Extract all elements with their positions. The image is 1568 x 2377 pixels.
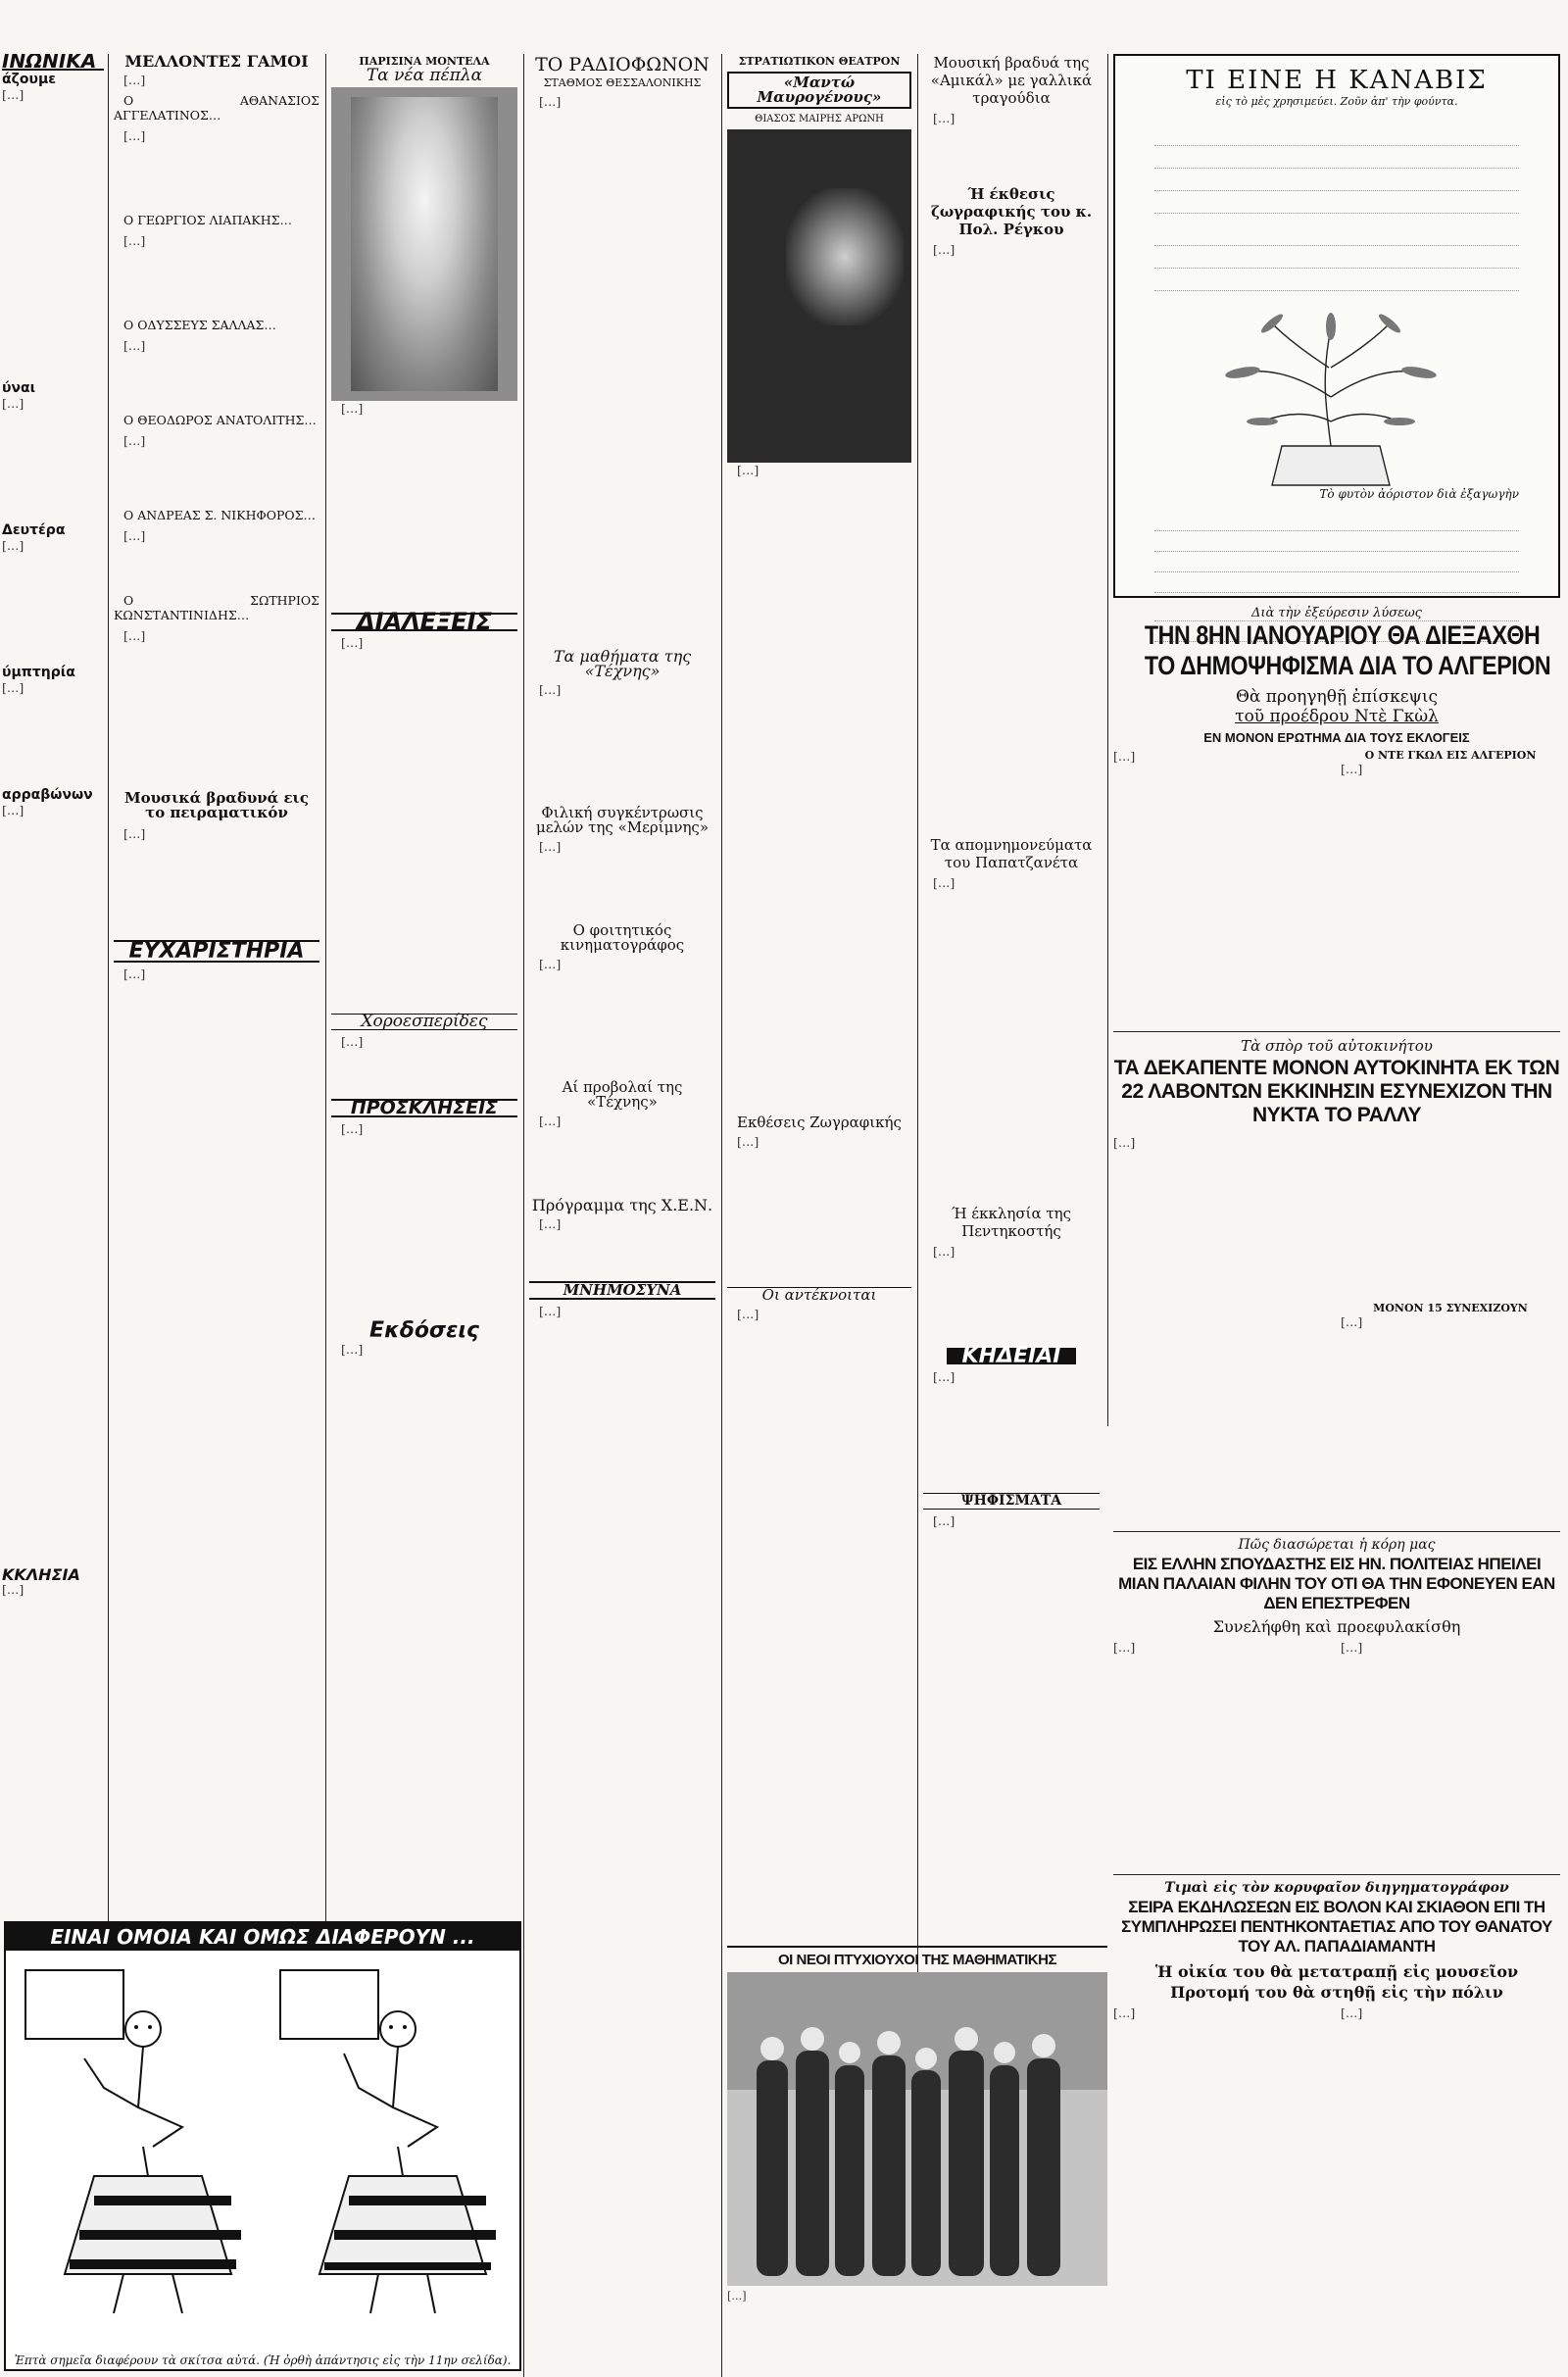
screenings-headline: Αί προβολαί της «Τέχνης»	[562, 1078, 683, 1111]
algeria-article: Διὰ τὴν ἐξεύρεσιν λύσεως ΤΗΝ 8ΗΝ ΙΑΝΟΥΑΡΙΟΥ ΘΑ ΔΙΕΞΑΧΘΗ ΤΟ ΔΗΜΟΨΗΦΙΣΜΑ ΔΙΑ ΤΟ ΑΛΓΕΡΙΟΝ Θὰ προηγηθῇ ἐπίσκεψις τοῦ προέδρου Ντὲ Γκὼλ ΕΝ ΜΟΝΟΝ ΕΡΩΤΗΜΑ ΔΙΑ ΤΟΥΣ ΕΚΛΟΓΕΙΣ […] Ο ΝΤΕ ΓΚΩΛ ΕΙΣ ΑΛΓΕΡΙΟΝ […]	[1113, 606, 1560, 1027]
papadiamantis-deck-2: Προτομή του θὰ στηθῇ εἰς τὴν πόλιν	[1170, 1983, 1503, 2002]
theatre-column: ΣΤΡΑΤΙΩΤΙΚΟΝ ΘΕΑΤΡΟΝ «Μαντώ Μαυρογένους» ΘΙΑΣΟΣ ΜΑΙΡΗΣ ΑΡΩΝΗ […] Εκθέσεις Ζωγραφικής […] Οι αντέκνοιται […]	[727, 54, 911, 2005]
graduates-feature	[727, 1946, 1107, 2369]
algeria-headline-2: ΤΟ ΔΗΜΟΨΗΦΙΣΜΑ ΔΙΑ ΤΟ ΑΛΓΕΡΙΟΝ	[1144, 651, 1551, 680]
music-column: Μουσική βραδυά της «Αμικάλ» με γαλλικά τραγούδια […] Ή έκθεσις ζωγραφικής του κ. Πολ. Ρέγκου […] Τα απομνημονεύματα του Παπατζανέτα […] Ή έκκλησία της Πεντηκοστής […] ΚΗΔΕΙΑΙ […] ΨΗΦΙΣΜΑΤΑ […]	[923, 54, 1100, 2005]
wedding-entry: Ο ΑΝΔΡΕΑΣ Σ. ΝΙΚΗΦΟΡΟΣ…	[123, 508, 316, 522]
algeria-deck-3: ΕΝ ΜΟΝΟΝ ΕΡΩΤΗΜΑ ΔΙΑ ΤΟΥΣ ΕΚΛΟΓΕΙΣ	[1203, 730, 1470, 745]
xen-program-headline: Πρόγραμμα της Χ.Ε.Ν.	[531, 1196, 713, 1214]
cannabis-verse-1	[1125, 124, 1548, 291]
left-text-4: […]	[2, 680, 24, 695]
lectures-section-title: ΔΙΑΛΕΞΕΙΣ	[331, 613, 517, 631]
student-cinema-headline: Ο φοιτητικός κινηματογράφος	[560, 921, 685, 954]
dances-section-title: Χοροεσπερίδες	[331, 1014, 517, 1030]
weddings-intro: […]	[123, 73, 146, 87]
student-kicker: Πῶς διασώρεται ἡ κόρη μας	[1238, 1537, 1436, 1553]
cartoon-title: ΕΙΝΑΙ ΟΜΟΙΑ ΚΑΙ ΟΜΩΣ ΔΙΑΦΕΡΟΥΝ ...	[6, 1923, 519, 1951]
cannabis-box	[1113, 54, 1560, 598]
pentecost-church-headline: Ή έκκλησία της Πεντηκοστής	[951, 1205, 1072, 1240]
graduates-title: ΟΙ ΝΕΟΙ ΠΤΥΧΙΟΥΧΟΙ ΤΗΣ ΜΑΘΗΜΑΤΙΚΗΣ	[778, 1952, 1056, 1968]
radio-station: ΣΤΑΘΜΟΣ ΘΕΣΣΑΛΟΝΙΚΗΣ	[543, 76, 702, 89]
papadiamantis-deck-1: Ἡ οἰκία του θὰ μετατραπῇ εἰς μουσεῖον	[1154, 1962, 1519, 1981]
graduates-photo-figures	[727, 1972, 1107, 2286]
weddings-music-headline: Μουσικά βραδυνά εις το πειραματικόν	[124, 789, 309, 821]
left-text-2: […]	[2, 396, 24, 411]
left-edge-banner: ΙΝΩΝΙΚΑ	[2, 54, 104, 71]
art-lessons-headline: Τα μαθήματα της «Τέχνης»	[553, 647, 692, 680]
algeria-deck-2: τοῦ προέδρου Ντὲ Γκὼλ	[1235, 707, 1439, 726]
actress-photo	[727, 129, 911, 463]
rally-kicker: Τὰ σπὸρ τοῦ αὐτοκινήτου	[1241, 1037, 1433, 1055]
publications-section-title: Εκδόσεις	[369, 1318, 479, 1343]
regkou-exhibition-headline: Ή έκθεσις ζωγραφικής του κ. Πολ. Ρέγκου	[930, 185, 1093, 238]
graduates-photo	[727, 1972, 1107, 2286]
memoirs-headline: Τα απομνημονεύματα του Παπατζανέτα	[930, 836, 1093, 871]
left-text-5: […]	[2, 803, 24, 817]
thanks-section-title: ΕΥΧΑΡΙΣΤΗΡΙΑ	[114, 940, 319, 963]
left-section-4: ύμπτηρία	[2, 665, 75, 680]
papadiamantis-kicker: Τιμαὶ εἰς τὸν κορυφαῖον διηγηματογράφον	[1164, 1880, 1509, 1896]
wedding-entry: Ο ΘΕΟΔΩΡΟΣ ΑΝΑΤΟΛΙΤΗΣ…	[123, 413, 317, 427]
left-section-5: αρραβώνων	[2, 787, 93, 803]
papadiamantis-headline: ΣΕΙΡΑ ΕΚΔΗΛΩΣΕΩΝ ΕΙΣ ΒΟΛΟΝ ΚΑΙ ΣΚΙΑΘΟΝ ΕΠΙ ΤΗ ΣΥΜΠΛΗΡΩΣΕΙ ΠΕΝΤΗΚΟΝΤΑΕΤΙΑΣ ΑΠΟ ΤΟΥ ΘΑΝΑΤΟΥ ΤΟΥ ΑΛ. ΠΑΠΑΔΙΑΜΑΝΤΗ	[1121, 1898, 1552, 1956]
models-kicker: ΠΑΡΙΣΙΝΑ ΜΟΝΤΕΛΑ	[359, 55, 490, 68]
cartoon-panel-left	[6, 1951, 261, 2323]
cannabis-plant-caption: Τὸ φυτὸν ἀόριστον διὰ ἐξαγωγὴν	[1319, 487, 1519, 501]
theatre-kicker: ΣΤΡΑΤΙΩΤΙΚΟΝ ΘΕΑΤΡΟΝ	[738, 55, 901, 68]
algeria-deck-1: Θὰ προηγηθῇ ἐπίσκεψις	[1235, 687, 1439, 707]
cannabis-box-title: ΤΙ ΕΙΝΕ Η ΚΑΝΑΒΙΣ	[1186, 66, 1488, 95]
music-headline: Μουσική βραδυά της «Αμικάλ» με γαλλικά τραγούδια	[930, 54, 1093, 107]
models-title: Τα νέα πέπλα	[366, 66, 483, 85]
cartoon-panel-right	[261, 1951, 515, 2323]
student-headline: ΕΙΣ ΕΛΛΗΝ ΣΠΟΥΔΑΣΤΗΣ ΕΙΣ ΗΝ. ΠΟΛΙΤΕΙΑΣ ΗΠΕΙΛΕΙ ΜΙΑΝ ΠΑΛΑΙΑΝ ΦΙΛΗΝ ΤΟΥ ΟΤΙ ΘΑ ΤΗΝ ΕΦΟΝΕΥΕΝ ΕΑΝ ΔΕΝ ΕΠΕΣΤΡΕΦΕΝ	[1118, 1555, 1555, 1612]
funerals-section-title: ΚΗΔΕΙΑΙ	[947, 1348, 1077, 1364]
veil-model-photo	[331, 87, 517, 401]
invitations-section-title: ΠΡΟΣΚΛΗΣΕΙΣ	[331, 1099, 517, 1117]
models-column: ΠΑΡΙΣΙΝΑ ΜΟΝΤΕΛΑ Τα νέα πέπλα […] ΔΙΑΛΕΞΕΙΣ […] Χοροεσπερίδες […] ΠΡΟΣΚΛΗΣΕΙΣ […] Εκδόσεις […]	[331, 54, 517, 2107]
student-article: Πῶς διασώρεται ἡ κόρη μας ΕΙΣ ΕΛΛΗΝ ΣΠΟΥΔΑΣΤΗΣ ΕΙΣ ΗΝ. ΠΟΛΙΤΕΙΑΣ ΗΠΕΙΛΕΙ ΜΙΑΝ ΠΑΛΑΙΑΝ ΦΙΛΗΝ ΤΟΥ ΟΤΙ ΘΑ ΤΗΝ ΕΦΟΝΕΥΕΝ ΕΑΝ ΔΕΝ ΕΠΕΣΤΡΕΦΕΝ Συνελήφθη καὶ προεφυλακίσθη […] […]	[1113, 1537, 1560, 1870]
rally-subhead: ΜΟΝΟΝ 15 ΣΥΝΕΧΙΖΟΥΝ	[1373, 1302, 1528, 1314]
left-section-6: ΚΚΛΗΣΙΑ	[2, 1565, 80, 1584]
left-text-1: […]	[2, 87, 24, 102]
left-text-3: […]	[2, 538, 24, 553]
theatre-title-box: «Μαντώ Μαυρογένους»	[727, 72, 911, 109]
algeria-headline-1: ΤΗΝ 8ΗΝ ΙΑΝΟΥΑΡΙΟΥ ΘΑ ΔΙΕΞΑΧΘΗ	[1144, 620, 1541, 650]
memorials-section-title: ΜΝΗΜΟΣΥΝΑ	[529, 1281, 715, 1300]
algeria-subhead: Ο ΝΤΕ ΓΚΩΛ ΕΙΣ ΑΛΓΕΡΙΟΝ	[1364, 749, 1537, 762]
painting-exhibitions-headline: Εκθέσεις Ζωγραφικής	[737, 1114, 902, 1131]
wedding-entry: Ο ΑΘΑΝΑΣΙΟΣ ΑΓΓΕΛΑΤΙΝΟΣ…	[114, 93, 319, 123]
left-edge-column	[2, 54, 104, 1965]
graduates-caption: […]	[727, 2290, 747, 2303]
wedding-entry: Ο ΓΕΩΡΓΙΟΣ ΛΙΑΠΑΚΗΣ…	[123, 213, 292, 227]
papadiamantis-article: Τιμαὶ εἰς τὸν κορυφαῖον διηγηματογράφον ΣΕΙΡΑ ΕΚΔΗΛΩΣΕΩΝ ΕΙΣ ΒΟΛΟΝ ΚΑΙ ΣΚΙΑΘΟΝ ΕΠΙ ΤΗ ΣΥΜΠΛΗΡΩΣΕΙ ΠΕΝΤΗΚΟΝΤΑΕΤΙΑΣ ΑΠΟ ΤΟΥ ΘΑΝΑΤΟΥ ΤΟΥ ΑΛ. ΠΑΠΑΔΙΑΜΑΝΤΗ Ἡ οἰκία του θὰ μετατραπῇ εἰς μουσεῖον Προτομή του θὰ στηθῇ εἰς τὴν πόλιν […] […]	[1113, 1880, 1560, 2370]
rally-headline: ΤΑ ΔΕΚΑΠΕΝΤΕ ΜΟΝΟΝ ΑΥΤΟΚΙΝΗΤΑ ΕΚ ΤΩΝ 22 ΛΑΒΟΝΤΩΝ ΕΚΚΙΝΗΣΙΝ ΕΣΥΝΕΧΙΖΟΝ ΤΗΝ ΝΥΚΤΑ ΤΟ ΡΑΛΛΥ	[1113, 1057, 1560, 1126]
rally-article: Τὰ σπὸρ τοῦ αὐτοκινήτου ΤΑ ΔΕΚΑΠΕΝΤΕ ΜΟΝΟΝ ΑΥΤΟΚΙΝΗΤΑ ΕΚ ΤΩΝ 22 ΛΑΒΟΝΤΩΝ ΕΚΚΙΝΗΣΙΝ ΕΣΥΝΕΧΙΖΟΝ ΤΗΝ ΝΥΚΤΑ ΤΟ ΡΑΛΛΥ […] ΜΟΝΟΝ 15 ΣΥΝΕΧΙΖΟΥΝ […]	[1113, 1037, 1560, 1329]
cannabis-box-subtitle: εἰς τὸ μὲς χρησιμεύει. Ζοῦν ἀπ' τὴν φούντα.	[1215, 95, 1458, 108]
student-deck: Συνελήφθη καὶ προεφυλακίσθη	[1212, 1617, 1461, 1636]
wedding-entry: Ο ΣΩΤΗΡΙΟΣ ΚΩΝΣΤΑΝΤΙΝΙΔΗΣ…	[114, 593, 319, 622]
left-section-2: ύναι	[2, 380, 36, 396]
radio-title: ΤΟ ΡΑΔΙΟΦΩΝΟΝ	[535, 54, 710, 75]
theatre-caption: ΘΙΑΣΟΣ ΜΑΙΡΗΣ ΑΡΩΝΗ	[755, 114, 884, 124]
spot-the-difference-cartoon	[4, 1921, 521, 2371]
meeting-headline: Φιλική συγκέντρωσις μελών της «Μερίμνης»	[535, 804, 710, 836]
weddings-column: ΜΕΛΛΟΝΤΕΣ ΓΑΜΟΙ […] Ο ΑΘΑΝΑΣΙΟΣ ΑΓΓΕΛΑΤΙΝΟΣ… […] Ο ΓΕΩΡΓΙΟΣ ΛΙΑΠΑΚΗΣ… […] Ο ΟΔΥΣΣΕΥΣ ΣΑΛΛΑΣ… […] Ο ΘΕΟΔΩΡΟΣ ΑΝΑΤΟΛΙΤΗΣ… […] Ο ΑΝΔΡΕΑΣ Σ. ΝΙΚΗΦΟΡΟΣ… […] Ο ΣΩΤΗΡΙΟΣ ΚΩΝΣΤΑΝΤΙΝΙΔΗΣ… […] Μουσικά βραδυνά εις το πειραματικόν […] ΕΥΧΑΡΙΣΤΗΡΙΑ […]	[114, 54, 319, 981]
left-text-6: […]	[2, 1582, 24, 1597]
wedding-entry: Ο ΟΔΥΣΣΕΥΣ ΣΑΛΛΑΣ…	[123, 318, 276, 332]
left-section-1: άζουμε	[2, 72, 57, 87]
algeria-kicker: Διὰ τὴν ἐξεύρεσιν λύσεως	[1251, 606, 1422, 620]
left-section-3: Δευτέρα	[2, 522, 66, 538]
cannabis-plant-illustration	[1125, 299, 1552, 495]
cartoon-caption: Ἐπτὰ σημεῖα διαφέρουν τὰ σκίτσα αὐτά. (Ἡ ὀρθὴ ἀπάντησις εἰς τὴν 11ην σελίδα).	[14, 2353, 512, 2367]
weddings-title: ΜΕΛΛΟΝΤΕΣ ΓΑΜΟΙ	[124, 54, 309, 71]
resolutions-section-title: ΨΗΦΙΣΜΑΤΑ	[923, 1493, 1100, 1510]
radio-column: ΤΟ ΡΑΔΙΟΦΩΝΟΝ ΣΤΑΘΜΟΣ ΘΕΣΣΑΛΟΝΙΚΗΣ […] Τα μαθήματα της «Τέχνης» […] Φιλική συγκέντρωσις μελών της «Μερίμνης» […] Ο φοιτητικός κινηματογράφος […] Αί προβολαί της «Τέχνης» […] Πρόγραμμα της Χ.Ε.Ν. […] ΜΝΗΜΟΣΥΝΑ […]	[529, 54, 715, 2377]
antevtentiai-headline: Οι αντέκνοιται	[727, 1287, 911, 1303]
